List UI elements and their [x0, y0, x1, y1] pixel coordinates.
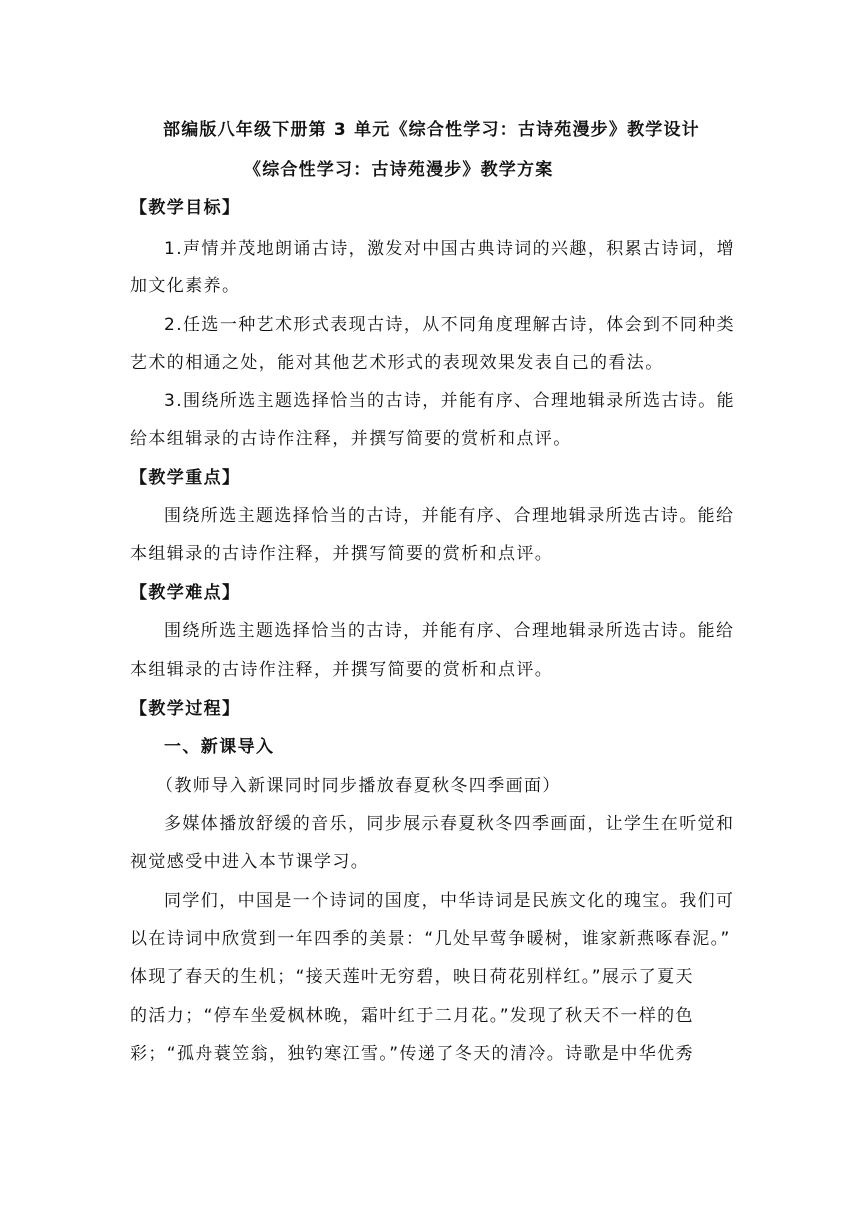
document-subtitle: 《综合性学习：古诗苑漫步》教学方案 [244, 160, 554, 180]
process-note: （教师导入新课同时同步播放春夏秋冬四季画面） [156, 776, 561, 796]
process-p1-line-1: 多媒体播放舒缓的音乐，同步展示春夏秋冬四季画面，让学生在听觉和 [164, 814, 735, 834]
process-p2-line-4: 的活力；“停车坐爱枫林晚，霜叶红于二月花。”发现了秋天不一样的色 [130, 1006, 694, 1026]
goal-3-line-2: 给本组辑录的古诗作注释，并撰写简要的赏析和点评。 [130, 429, 572, 449]
document-title: 部编版八年级下册第 3 单元《综合性学习：古诗苑漫步》教学设计 [163, 120, 700, 140]
process-p2-line-1: 同学们，中国是一个诗词的国度，中华诗词是民族文化的瑰宝。我们可 [164, 891, 735, 911]
difficulties-line-2: 本组辑录的古诗作注释，并撰写简要的赏析和点评。 [130, 660, 554, 680]
goal-3-line-1: 3.围绕所选主题选择恰当的古诗，并能有序、合理地辑录所选古诗。能 [164, 391, 736, 411]
goal-1-line-1: 1.声情并茂地朗诵古诗，激发对中国古典诗词的兴趣，积累古诗词，增 [164, 239, 736, 259]
goal-2-line-2: 艺术的相通之处，能对其他艺术形式的表现效果发表自己的看法。 [130, 353, 664, 373]
process-p1-line-2: 视觉感受中进入本节课学习。 [130, 852, 370, 872]
key-points-line-1: 围绕所选主题选择恰当的古诗，并能有序、合理地辑录所选古诗。能给 [164, 506, 735, 526]
difficulties-line-1: 围绕所选主题选择恰当的古诗，并能有序、合理地辑录所选古诗。能给 [164, 621, 735, 641]
key-points-line-2: 本组辑录的古诗作注释，并撰写简要的赏析和点评。 [130, 544, 554, 564]
process-heading: 【教学过程】 [130, 699, 241, 719]
process-p2-line-5: 彩；“孤舟蓑笠翁，独钓寒江雪。”传递了冬天的清冷。诗歌是中华优秀 [130, 1044, 694, 1064]
goal-1-line-2: 加文化素养。 [130, 276, 241, 296]
goal-2-line-1: 2.任选一种艺术形式表现古诗，从不同角度理解古诗，体会到不同种类 [164, 315, 736, 335]
goals-heading: 【教学目标】 [130, 198, 241, 218]
process-subheading-intro: 一、新课导入 [164, 737, 275, 757]
process-p2-line-2: 以在诗词中欣赏到一年四季的美景：“几处早莺争暖树，谁家新燕啄春泥。” [130, 929, 731, 949]
difficulties-heading: 【教学难点】 [130, 583, 241, 603]
key-points-heading: 【教学重点】 [130, 468, 241, 488]
process-p2-line-3: 体现了春天的生机；“接天莲叶无穷碧，映日荷花别样红。”展示了夏天 [130, 967, 694, 987]
